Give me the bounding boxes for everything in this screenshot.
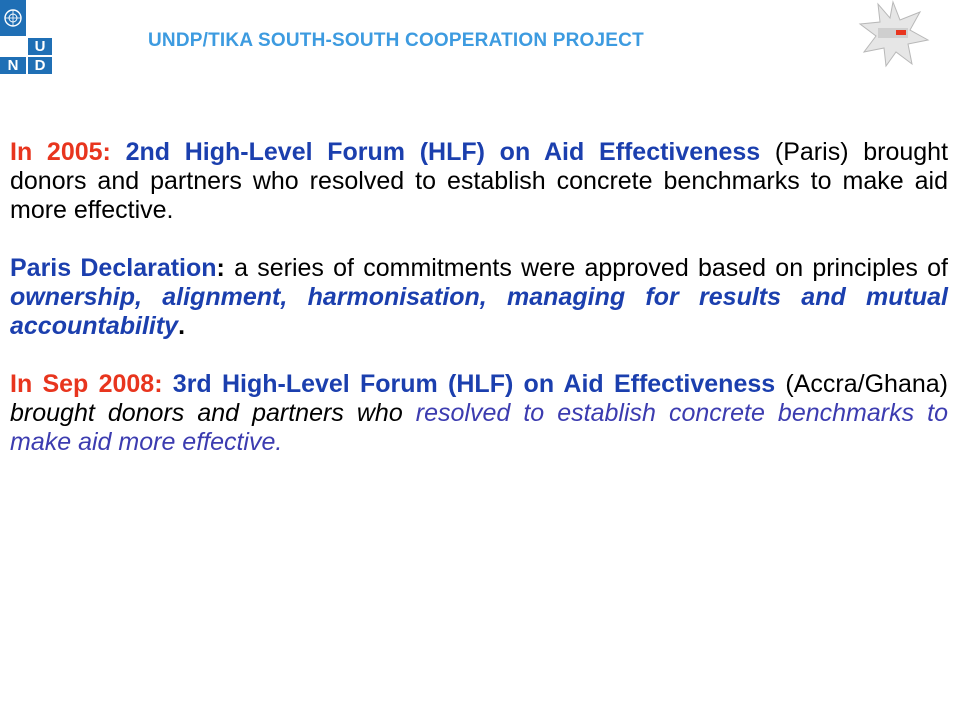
paris-end: . [178,312,186,340]
paragraph-2008-blue-italic: resolved to establish concrete benchmarks to make aid more effective. [10,399,948,456]
paragraph-2005 [10,138,948,225]
paris-principles: ownership, alignment, harmonisation, managing for results and mutual accountability [10,283,948,340]
undp-logo [0,0,58,76]
un-emblem-cell [0,0,26,36]
header-title: UNDP/TIKA SOUTH-SOUTH COOPERATION PROJECT [148,30,644,51]
paragraph-paris [10,254,948,341]
paris-body: a series of commitments were approved based on principles of [234,254,948,282]
paragraph-2005-body: (Paris) brought donors and partners who resolved to establish concrete benchmarks to make aid more effective. [10,138,949,224]
paris-declaration-lead: Paris Declaration [10,254,217,282]
paragraph-2008 [10,370,948,457]
undp-blank-cell [0,38,26,55]
paragraph-2008-italic: brought donors and partners who [10,399,403,427]
hlf2-title: 2nd High-Level Forum (HLF) on Aid Effectiveness [125,138,761,166]
tika-star-logo-icon [856,0,930,68]
undp-letter-n: N [0,57,26,74]
undp-letter-d: D [28,57,52,74]
paris-colon: : [216,254,225,282]
accra-location: (Accra/Ghana) [785,370,948,398]
lead-2005: In 2005: [10,138,111,166]
slide-content [10,138,948,486]
hlf3-title: 3rd High-Level Forum (HLF) on Aid Effectiveness [172,370,776,398]
undp-letter-u: U [28,38,52,55]
un-emblem-icon [2,7,24,29]
lead-2008: In Sep 2008: [10,370,163,398]
